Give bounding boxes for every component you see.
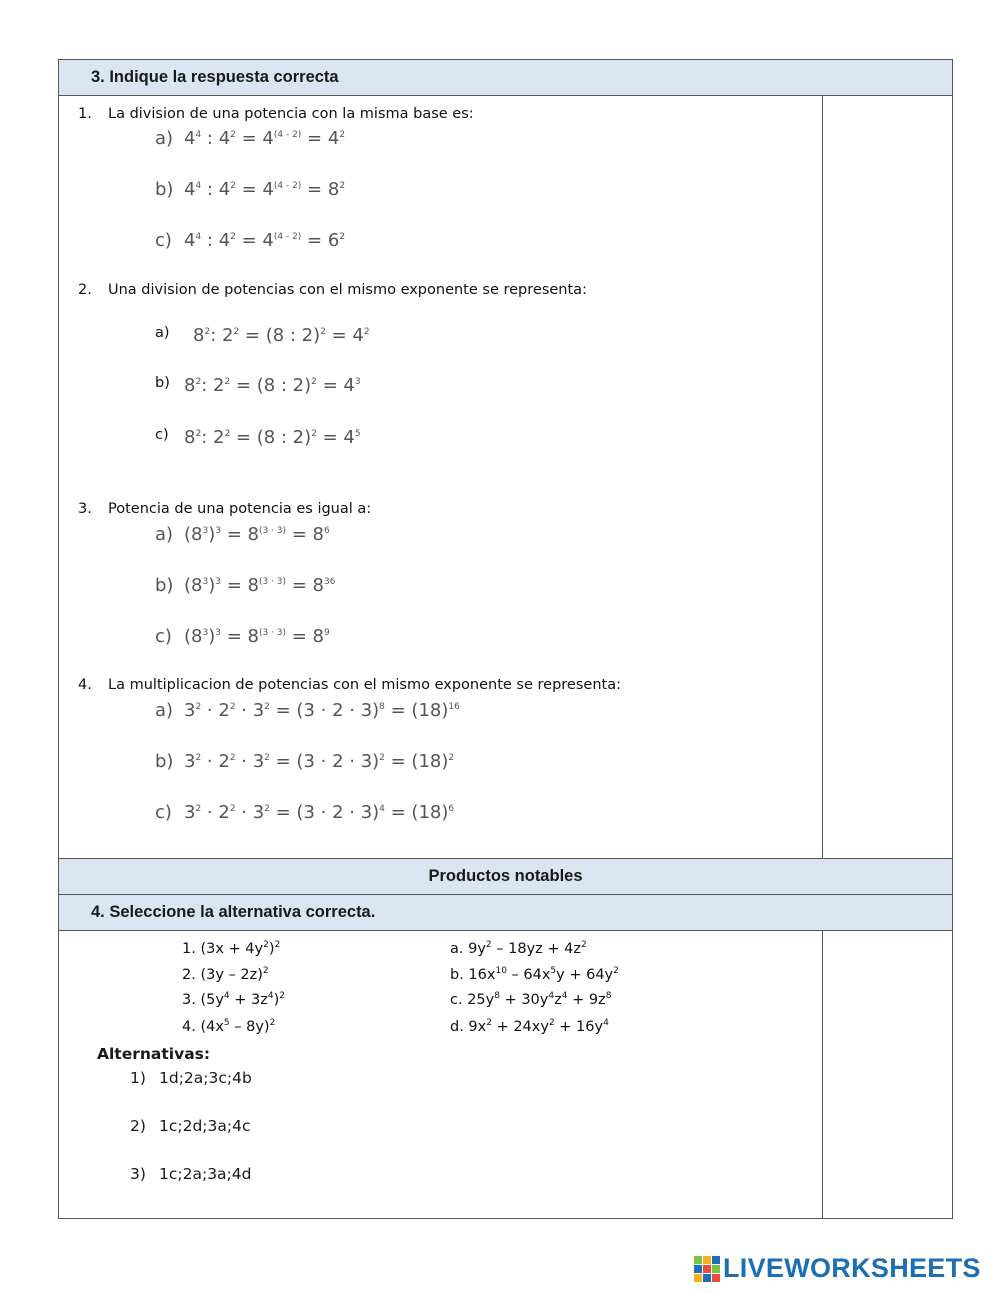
- expression-item-3: 3. $(5y^4 + 3z^4)^2$: [182, 991, 286, 1008]
- q1-option-a[interactable]: a) $4^4$ : $4^2 = 4^{(4 - 2)} = 4^2$: [155, 128, 346, 149]
- alternatives-title: Alternativas:: [97, 1045, 211, 1063]
- section-3-header: 3. Indique la respuesta correcta: [58, 59, 953, 96]
- liveworksheets-logo: [694, 1253, 981, 1284]
- q4-option-b[interactable]: b) $3^2 \cdot 2^2 \cdot 3^2 = (3 \cdot 2 \cdot 3)^2 = (18)^2$: [155, 751, 455, 772]
- q3-option-a[interactable]: a) $(8^3)^3 = 8^{(3 \cdot 3)} = 8^6$: [155, 524, 330, 545]
- q3-option-b[interactable]: b) $(8^3)^3 = 8^{(3 \cdot 3)} = 8^{36}$: [155, 575, 336, 596]
- expression-item-2: 2. (3y – 2z)$^2$: [182, 966, 269, 983]
- productos-notables-header: Productos notables: [58, 858, 953, 895]
- alternative-3[interactable]: 3) 1c;2a;3a;4d: [130, 1165, 252, 1183]
- result-item-c: c. $25y^8 + 30y^4z^4 + 9z^8$: [450, 991, 612, 1008]
- section-4-header: 4. Seleccione la alternativa correcta.: [58, 894, 953, 931]
- q1-option-c[interactable]: c) $4^4$ : $4^2 = 4^{(4 - 2)} = 6^2$: [155, 230, 346, 251]
- alternative-1[interactable]: 1) 1d;2a;3c;4b: [130, 1069, 252, 1087]
- liveworksheets-logo-icon: [694, 1256, 720, 1282]
- answer-column-divider: [822, 96, 823, 858]
- q3-option-c[interactable]: c) $(8^3)^3 = 8^{(3 \cdot 3)} = 8^9$: [155, 626, 330, 647]
- expression-item-1: 1. $(3x + 4y^2)^2$: [182, 940, 281, 957]
- result-item-d: d. $9x^2 + 24xy^2 + 16y^4$: [450, 1018, 609, 1035]
- expression-item-4: 4. $(4x^5 - 8y)^2$: [182, 1018, 276, 1035]
- result-item-b: b. $16x^{10} - 64x^5y + 64y^2$: [450, 966, 619, 983]
- q4-option-c[interactable]: c) $3^2 \cdot 2^2 \cdot 3^2 = (3 \cdot 2 \cdot 3)^4 = (18)^6$: [155, 802, 455, 823]
- answer-column-divider-2: [822, 931, 823, 1219]
- alternative-2[interactable]: 2) 1c;2d;3a;4c: [130, 1117, 251, 1135]
- q1-option-b[interactable]: b) $4^4$ : $4^2 = 4^{(4 - 2)} = 8^2$: [155, 179, 346, 200]
- result-item-a: a. $9y^2 - 18yz + 4z^2$: [450, 940, 587, 957]
- q4-option-a[interactable]: a) $3^2 \cdot 2^2 \cdot 3^2 = (3 \cdot 2 \cdot 3)^8 = (18)^{16}$: [155, 700, 460, 721]
- liveworksheets-logo-text: LIVEWORKSHEETS: [723, 1253, 981, 1283]
